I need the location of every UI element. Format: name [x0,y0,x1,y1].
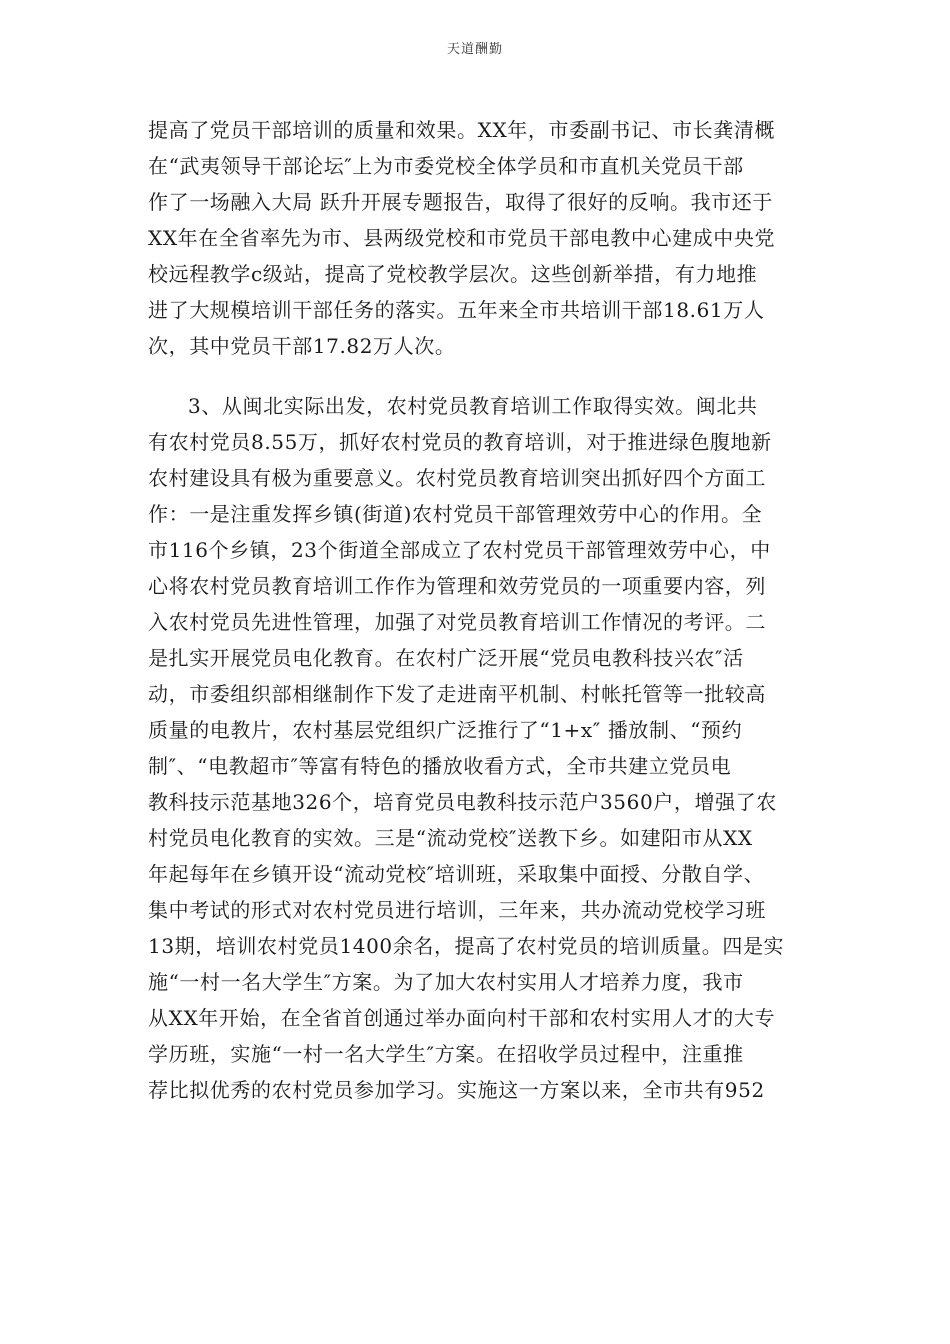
text-line: 入农村党员先进性管理，加强了对党员教育培训工作情况的考评。二 [148,610,766,634]
text-line: 教科技示范基地326个，培育党员电教科技示范户3560户，增强了农 [148,790,777,814]
text-line: 荐比拟优秀的农村党员参加学习。实施这一方案以来，全市共有952 [148,1078,765,1102]
text-line: 农村建设具有极为重要意义。农村党员教育培训突出抓好四个方面工 [148,466,766,490]
text-line: 校远程教学c级站，提高了党校教学层次。这些创新举措，有力地推 [148,262,758,286]
paragraph-gap [148,364,810,388]
text-line: 次，其中党员干部17.82万人次。 [148,334,456,358]
text-line: 有农村党员8.55万，抓好农村党员的教育培训，对于推进绿色腹地新 [148,430,772,454]
text-line: 提高了党员干部培训的质量和效果。XX年，市委副书记、市长龚清概 [148,118,776,142]
text-line: 集中考试的形式对农村党员进行培训，三年来，共办流动党校学习班 [148,898,766,922]
text-line: 进了大规模培训干部任务的落实。五年来全市共培训干部18.61万人 [148,298,765,322]
text-line: 施“一村一名大学生″方案。为了加大农村实用人才培养力度，我市 [148,970,744,994]
paragraph-2 [148,388,810,1108]
text-line: 作：一是注重发挥乡镇(街道)农村党员干部管理效劳中心的作用。全 [148,502,763,526]
paragraph-1 [148,112,810,364]
text-line: 市116个乡镇，23个街道全部成立了农村党员干部管理效劳中心，中 [148,538,771,562]
text-line: XX年在全省率先为市、县两级党校和市党员干部电教中心建成中央党 [148,226,776,250]
text-line: 村党员电化教育的实效。三是“流动党校″送教下乡。如建阳市从XX [148,826,753,850]
text-line: 学历班，实施“一村一名大学生″方案。在招收学员过程中，注重推 [148,1042,744,1066]
text-line: 在“武夷领导干部论坛″上为市委党校全体学员和市直机关党员干部 [148,154,744,178]
text-line: 心将农村党员教育培训工作作为管理和效劳党员的一项重要内容，列 [148,574,766,598]
text-line: 年起每年在乡镇开设“流动党校″培训班，采取集中面授、分散自学、 [148,862,765,886]
text-line: 从XX年开始，在全省首创通过举办面向村干部和农村实用人才的大专 [148,1006,776,1030]
text-line: 13期，培训农村党员1400余名，提高了农村党员的培训质量。四是实 [148,934,785,958]
text-line: 质量的电教片，农村基层党组织广泛推行了“1+x″ 播放制、“预约 [148,718,743,742]
text-line: 3、从闽北实际出发，农村党员教育培训工作取得实效。闽北共 [188,394,758,418]
text-line: 是扎实开展党员电化教育。在农村广泛开展“党员电教科技兴农″活 [148,646,744,670]
page-header: 天道酬勤 [446,42,503,57]
text-line: 动，市委组织部相继制作下发了走进南平机制、村帐托管等一批较高 [148,682,766,706]
text-line: 制″、“电教超市″等富有特色的播放收看方式，全市共建立党员电 [148,754,732,778]
body-text [148,112,810,1108]
text-line: 作了一场融入大局 跃升开展专题报告，取得了很好的反响。我市还于 [148,190,773,214]
